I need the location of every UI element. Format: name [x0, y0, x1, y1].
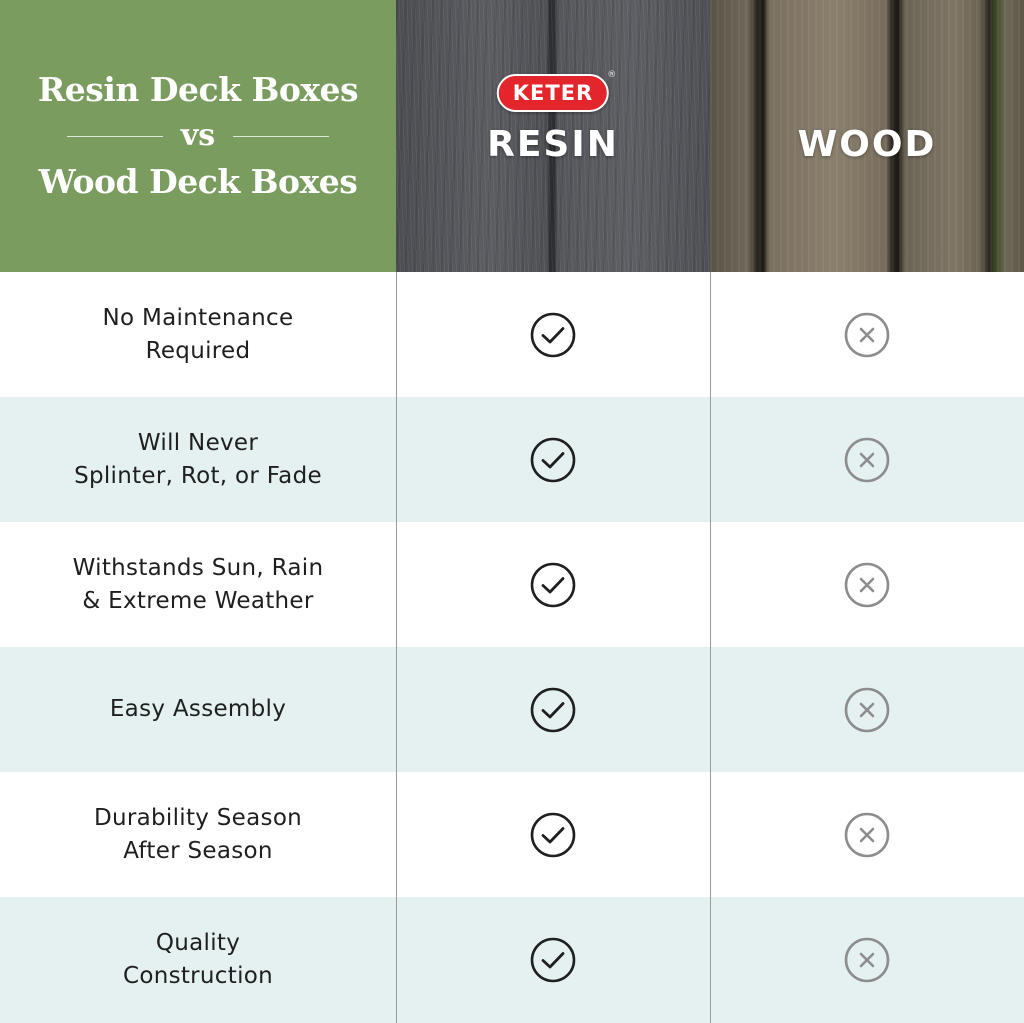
title-panel: [0, 0, 396, 272]
resin-label: RESIN: [487, 124, 619, 165]
feature-line-1: Withstands Sun, Rain: [72, 554, 324, 581]
registered-mark: ®: [607, 70, 618, 80]
keter-logo-text: KETER: [512, 81, 594, 105]
resin-mark-cell: [396, 272, 710, 397]
feature-label: [0, 272, 396, 397]
wood-mark-cell: [710, 397, 1024, 522]
resin-mark-cell: [396, 647, 710, 772]
feature-line-2: & Extreme Weather: [82, 587, 314, 614]
cross-circle-icon: [843, 561, 891, 609]
cross-circle-icon: [843, 686, 891, 734]
resin-mark-cell: [396, 522, 710, 647]
resin-column-header: [396, 0, 710, 272]
feature-line-1: Easy Assembly: [109, 696, 287, 722]
cross-circle-icon: [843, 436, 891, 484]
check-circle-icon: [529, 436, 577, 484]
table-row: [0, 397, 1024, 522]
vs-rule-right: [233, 136, 329, 137]
check-circle-icon: [529, 811, 577, 859]
feature-label: [0, 772, 396, 897]
column-divider-right: [710, 272, 711, 1023]
wood-mark-cell: [710, 272, 1024, 397]
cross-circle-icon: [843, 936, 891, 984]
title-line-1: Resin Deck Boxes: [37, 70, 359, 109]
feature-line-2: After Season: [123, 837, 273, 864]
table-row: [0, 897, 1024, 1023]
header: [0, 0, 1024, 272]
vs-rule-left: [67, 136, 163, 137]
title-line-2: Wood Deck Boxes: [38, 162, 358, 201]
cross-circle-icon: [843, 811, 891, 859]
check-circle-icon: [529, 936, 577, 984]
column-divider-left: [396, 272, 397, 1023]
wood-mark-cell: [710, 647, 1024, 772]
feature-line-1: No Maintenance: [102, 304, 294, 331]
resin-mark-cell: [396, 397, 710, 522]
feature-label: [0, 397, 396, 522]
feature-line-2: Splinter, Rot, or Fade: [74, 462, 322, 489]
feature-label: [0, 647, 396, 772]
check-circle-icon: [529, 311, 577, 359]
check-circle-icon: [529, 561, 577, 609]
feature-line-1: Will Never: [137, 429, 259, 456]
wood-label: WOOD: [797, 124, 937, 165]
wood-mark-cell: [710, 522, 1024, 647]
feature-line-2: Construction: [122, 963, 274, 989]
vs-row: [67, 114, 329, 158]
check-circle-icon: [529, 686, 577, 734]
table-row: [0, 522, 1024, 647]
table-row: [0, 272, 1024, 397]
feature-label: [0, 522, 396, 647]
resin-mark-cell: [396, 772, 710, 897]
keter-logo: [497, 70, 618, 112]
wood-column-header: [710, 0, 1024, 272]
table-row: [0, 772, 1024, 897]
feature-label: [0, 897, 396, 1023]
vs-text: vs: [180, 118, 216, 153]
wood-mark-cell: [710, 897, 1024, 1023]
feature-line-1: Quality: [155, 930, 241, 956]
table-row: [0, 647, 1024, 772]
feature-line-1: Durability Season: [93, 804, 303, 831]
resin-mark-cell: [396, 897, 710, 1023]
cross-circle-icon: [843, 311, 891, 359]
feature-line-2: Required: [145, 337, 251, 364]
wood-mark-cell: [710, 772, 1024, 897]
